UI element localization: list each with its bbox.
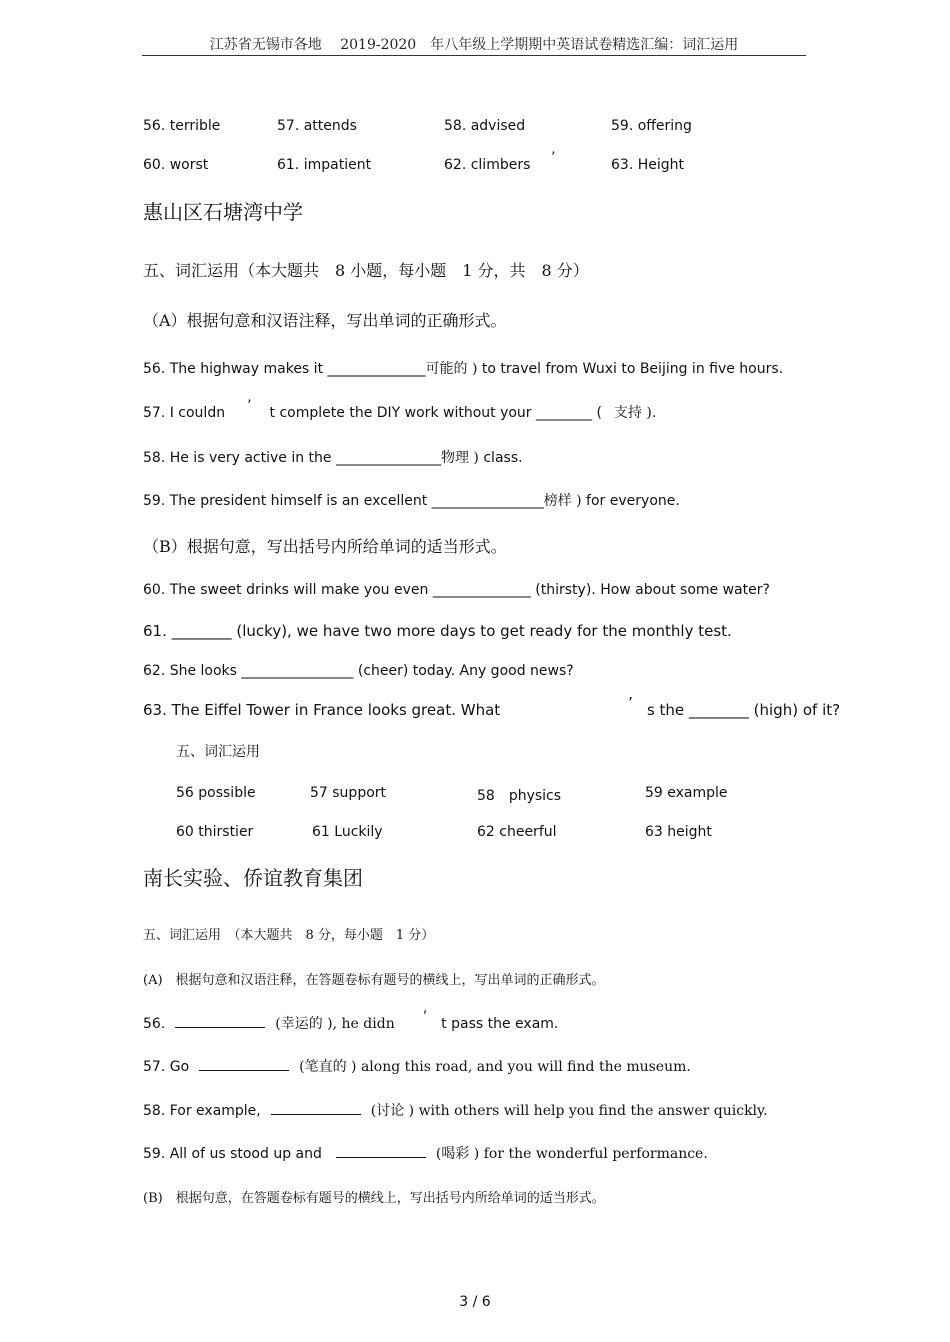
school-title-huishan: 惠山区石塘湾中学	[143, 200, 303, 224]
page-number: 3 / 6	[459, 1294, 491, 1310]
question-60: 60. The sweet drinks will make you even ______________ (thirsty). How about some water?	[143, 582, 770, 598]
question-58: 58. He is very active in the _______________物理 ) class.	[143, 450, 523, 466]
answer-56: 56. terrible	[143, 118, 221, 134]
s2-question-57: 57. Go (笔直的 ) along this road, and you will find the museum.	[143, 1059, 691, 1075]
section2-heading: 五、词汇运用 （本大题共 8 分，每小题 1 分）	[143, 928, 435, 943]
question-62: 62. She looks ________________ (cheer) today. Any good news?	[143, 663, 574, 679]
answer-key-59: 59 example	[645, 785, 728, 801]
answer-59: 59. offering	[611, 118, 692, 134]
answer-58: 58. advised	[444, 118, 526, 134]
section2-part-b: (B) 根据句意，在答题卷标有题号的横线上，写出括号内所给单词的适当形式。	[143, 1191, 605, 1206]
answer-key-61: 61 Luckily	[312, 824, 383, 840]
school-title-nanchang: 南长实验、侨谊教育集团	[143, 866, 363, 890]
answer-key-63: 63 height	[645, 824, 712, 840]
question-56: 56. The highway makes it ______________可能的 ) to travel from Wuxi to Beijing in five hours.	[143, 361, 784, 377]
section2-part-a: (A) 根据句意和汉语注释，在答题卷标有题号的横线上，写出单词的正确形式。	[143, 973, 605, 988]
page-header: 江苏省无锡市各地 2019-2020 年八年级上学期期中英语试卷精选汇编：词汇运用	[209, 37, 739, 53]
s2-question-59: 59. All of us stood up and (喝彩 ) for the wonderful performance.	[143, 1146, 708, 1162]
answer-62: 62. climbers	[444, 157, 531, 173]
part-b-instruction: （B）根据句意，写出括号内所给单词的适当形式。	[143, 537, 507, 556]
answer-57: 57. attends	[277, 118, 357, 134]
s2-question-58: 58. For example, (讨论 ) with others will help you find the answer quickly.	[143, 1103, 768, 1119]
section-heading: 五、词汇运用（本大题共 8 小题，每小题 1 分，共 8 分）	[143, 261, 589, 280]
answers-label: 五、词汇运用	[176, 744, 260, 760]
s2-question-56: 56. (幸运的 ), he didn ’ t pass the exam.	[143, 1009, 559, 1032]
answer-63: 63. Height	[611, 157, 684, 173]
question-61: 61. ________ (lucky), we have two more days to get ready for the monthly test.	[143, 622, 732, 640]
question-57: 57. I couldn ’ t complete the DIY work without your ________ ( 支持 ).	[143, 398, 657, 421]
answer-61: 61. impatient	[277, 157, 372, 173]
answer-key-62: 62 cheerful	[477, 824, 557, 840]
answer-key-57: 57 support	[310, 785, 387, 801]
part-a-instruction: （A）根据句意和汉语注释，写出单词的正确形式。	[143, 311, 507, 330]
answer-key-58: 58 physics	[477, 788, 562, 804]
answer-key-56: 56 possible	[176, 785, 256, 801]
question-63: 63. The Eiffel Tower in France looks great. What ’ s the ________ (high) of it?	[143, 694, 841, 719]
answer-60: 60. worst	[143, 157, 209, 173]
answer-key-60: 60 thirstier	[176, 824, 254, 840]
header-divider	[142, 55, 806, 56]
stray-apostrophe: ’	[551, 150, 556, 166]
question-59: 59. The president himself is an excellent ________________榜样 ) for everyone.	[143, 493, 680, 509]
